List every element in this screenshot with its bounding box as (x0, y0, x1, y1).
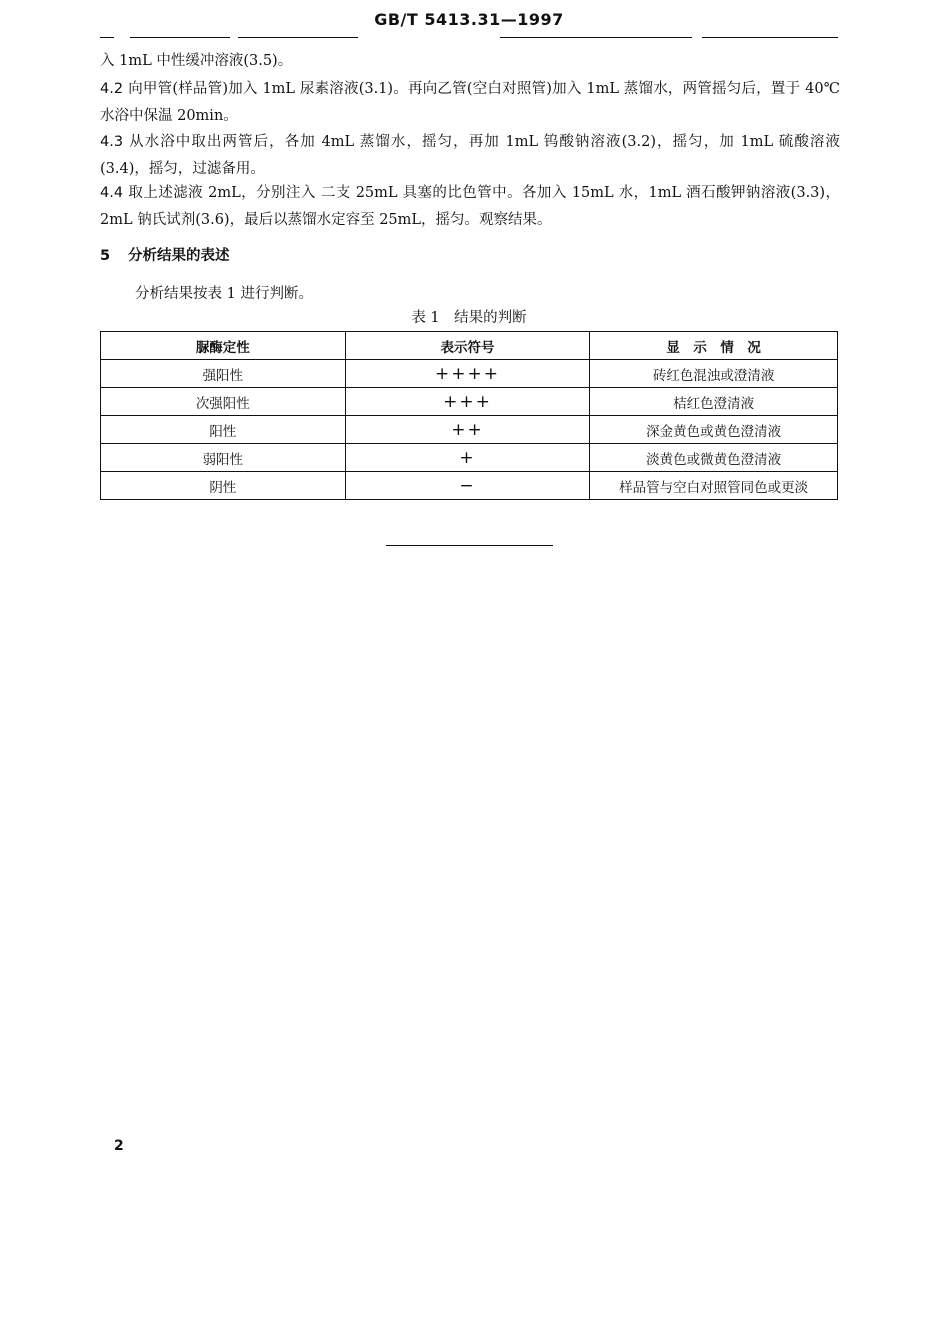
cell-symbol: − (345, 472, 590, 500)
clause-number: 4.4 (100, 185, 124, 201)
cell-symbol: ++++ (345, 360, 590, 388)
cell-qualitative: 阴性 (101, 472, 346, 500)
section-heading (100, 244, 230, 265)
paragraph-text: 向甲管(样品管)加入 1mL 尿素溶液(3.1)。再向乙管(空白对照管)加入 1mL 蒸馏水，两管摇匀后，置于 40℃水浴中保温 20min。 (100, 81, 840, 124)
paragraph-text: 取上述滤液 2mL，分别注入 二支 25mL 具塞的比色管中。各加入 15mL 水，1mL 酒石酸钾钠溶液(3.3)，2mL 钠氏试剂(3.6)，最后以蒸馏水定容至 25mL，摇匀。观察结果。 (100, 185, 840, 228)
cell-symbol: + (345, 444, 590, 472)
clause-number: 4.3 (100, 134, 124, 150)
header-rule (582, 37, 692, 38)
table-caption: 表 1 结果的判断 (411, 310, 527, 326)
header-rule (238, 37, 358, 38)
section-number: 5 (100, 248, 111, 264)
paragraph-4-2 (100, 76, 840, 129)
cell-appearance: 桔红色澄清液 (590, 388, 838, 416)
cell-qualitative: 阳性 (101, 416, 346, 444)
end-of-text-rule (386, 545, 553, 546)
table-row (101, 472, 838, 500)
page-number: 2 (114, 1138, 124, 1154)
header-rule (702, 37, 838, 38)
header-cell-qualitative: 脲酶定性 (101, 332, 346, 360)
cell-appearance: 深金黄色或黄色澄清液 (590, 416, 838, 444)
page-header (100, 8, 838, 38)
cell-symbol: +++ (345, 388, 590, 416)
table-row (101, 388, 838, 416)
results-table (100, 331, 838, 500)
paragraph-continuation (100, 48, 840, 75)
cell-appearance: 样品管与空白对照管同色或更淡 (590, 472, 838, 500)
table-row (101, 416, 838, 444)
paragraph-4-3 (100, 129, 840, 182)
table-row (101, 444, 838, 472)
cell-symbol: ++ (345, 416, 590, 444)
cell-qualitative: 弱阳性 (101, 444, 346, 472)
header-cell-appearance: 显 示 情 况 (590, 332, 838, 360)
header-cell-symbol: 表示符号 (345, 332, 590, 360)
paragraph-4-4 (100, 180, 840, 233)
section-title-text: 分析结果的表述 (128, 248, 230, 264)
cell-qualitative: 强阳性 (101, 360, 346, 388)
paragraph-text: 入 1mL 中性缓冲溶液(3.5)。 (100, 53, 293, 69)
cell-appearance: 砖红色混浊或澄清液 (590, 360, 838, 388)
header-rule (100, 37, 114, 38)
header-rule (130, 37, 230, 38)
table-row (101, 360, 838, 388)
table-header-row (101, 332, 838, 360)
clause-number: 4.2 (100, 81, 124, 97)
intro-text: 分析结果按表 1 进行判断。 (135, 286, 313, 302)
paragraph-text: 从水浴中取出两管后，各加 4mL 蒸馏水，摇匀，再加 1mL 钨酸钠溶液(3.2)，摇匀，加 1mL 硫酸溶液(3.4)，摇匀，过滤备用。 (100, 134, 840, 177)
standard-number: GB/T 5413.31—1997 (374, 10, 564, 29)
cell-qualitative: 次强阳性 (101, 388, 346, 416)
cell-appearance: 淡黄色或微黄色澄清液 (590, 444, 838, 472)
